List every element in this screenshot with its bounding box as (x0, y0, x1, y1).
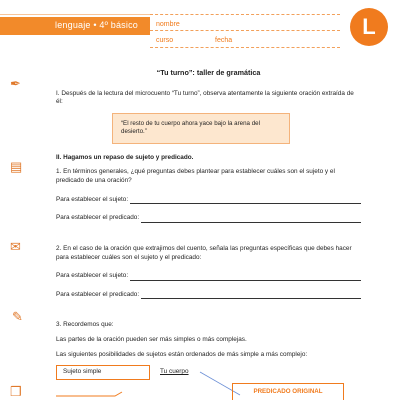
q1-subject-label: Para establecer el sujeto: (56, 195, 129, 203)
open-book-icon: ❒ (10, 384, 22, 399)
q2-predicate-label: Para establecer el predicado: (56, 290, 140, 298)
q3-line-one: Las partes de la oración pueden ser más simples o más complejas. (56, 336, 247, 344)
quote-box: “El resto de tu cuerpo ahora yace bajo la arena del desierto.” (112, 113, 290, 144)
speech-bubble-icon: ✉ (10, 239, 21, 254)
subject-label: lenguaje • 4º básico (55, 20, 138, 30)
worksheet-title: “Tu turno”: taller de gramática (156, 68, 261, 77)
pencil-icon: ✎ (12, 309, 23, 324)
original-predicate-box: PREDICADO ORIGINAL (232, 383, 344, 400)
quill-icon: ✒ (10, 76, 21, 91)
date-field-label: fecha (215, 37, 233, 44)
book-icon: ▤ (10, 159, 23, 174)
q1-predicate-label: Para establecer el predicado: (56, 214, 140, 222)
intro-paragraph: I. Después de la lectura del microcuento “Tu turno”, observa atentamente la siguiente oración extraída de él: (56, 89, 354, 106)
q3-line-two: Las siguientes posibilidades de sujetos están ordenados de más simple a más complejo: (56, 350, 308, 358)
question-three: 3. Recordemos que: (56, 321, 114, 329)
course-field-label: curso (156, 37, 174, 44)
question-two: 2. En el caso de la oración que extrajimos del cuento, señala las preguntas específicas que debes hacer para establecer cuáles son el sujeto y el predicado: (56, 244, 352, 261)
subject-simple-box: Sujeto simple (56, 365, 150, 380)
subject-badge: L (350, 8, 388, 46)
question-one: 1. En términos generales, ¿qué preguntas debes plantear para establecer cuáles son el sujeto y el predicado de una oración? (56, 168, 335, 184)
subject-simple-value: Tu cuerpo (160, 368, 189, 376)
lower-box-edge (56, 392, 122, 396)
section-two-heading: II. Hagamos un repaso de sujeto y predicado. (56, 153, 194, 161)
q2-subject-label: Para establecer el sujeto: (56, 272, 129, 280)
name-field-label: nombre (156, 21, 180, 28)
